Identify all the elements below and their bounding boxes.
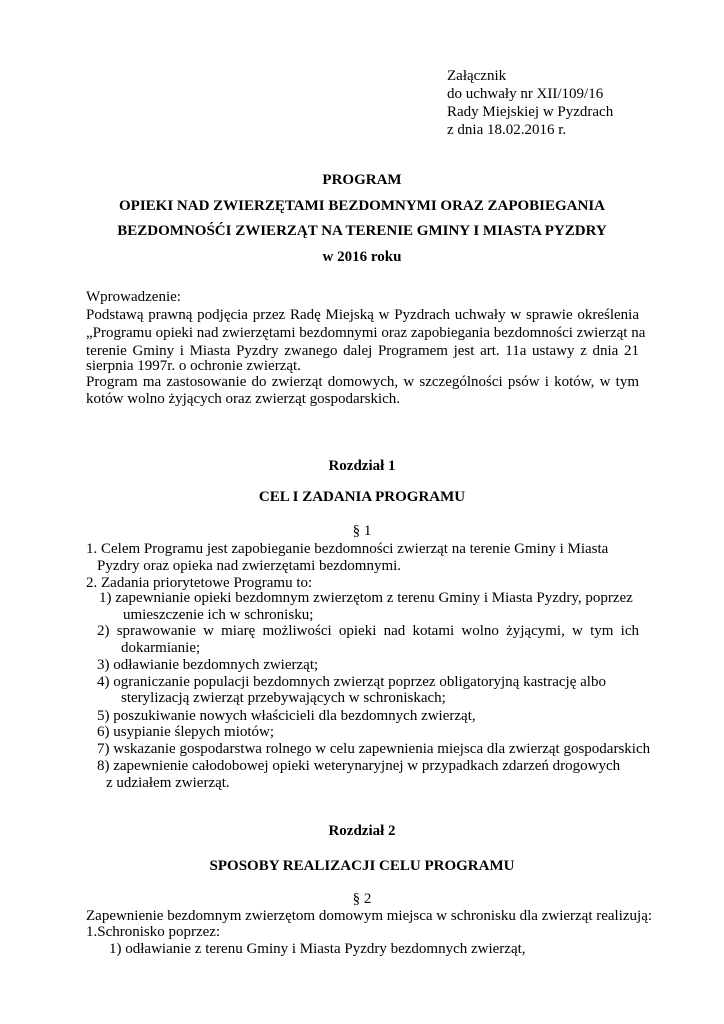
intro-paragraph-2-line-2: kotów wolno żyjących oraz zwierząt gospodarskich. (86, 391, 401, 407)
chapter-1-label: Rozdział 1 (328, 458, 396, 474)
task-4-line-1: 4) ograniczanie populacji bezdomnych zwierząt poprzez obligatoryjną kastrację albo (97, 674, 606, 690)
task-7: 7) wskazanie gospodarstwa rolnego w celu zapewnienia miejsca dla zwierząt gospodarskich (97, 741, 651, 757)
chapter-2-paragraph-1: Zapewnienie bezdomnym zwierzętom domowym miejsca w schronisku dla zwierząt realizują: (86, 908, 653, 924)
document-subtitle-line-1: OPIEKI NAD ZWIERZĘTAMI BEZDOMNYMI ORAZ ZAPOBIEGANIA (118, 198, 606, 214)
document-title: PROGRAM (322, 172, 402, 188)
attachment-line-4: z dnia 18.02.2016 r. (447, 122, 567, 138)
task-6: 6) usypianie ślepych miotów; (97, 724, 275, 740)
intro-paragraph-1-line-2: „Programu opieki nad zwierzętami bezdomnymi oraz zapobiegania bezdomności zwierząt na (86, 325, 646, 341)
intro-paragraph-2-line-1: Program ma zastosowanie do zwierząt domowych, w szczególności psów i kotów, w tym (86, 374, 639, 390)
method-item-1: 1) odławianie z terenu Gminy i Miasta Pyzdry bezdomnych zwierząt, (109, 941, 526, 957)
goal-item-1-line-1: 1. Celem Programu jest zapobieganie bezdomności zwierząt na terenie Gminy i Miasta (86, 541, 609, 557)
chapter-2-label: Rozdział 2 (328, 823, 396, 839)
goal-item-1-line-2: Pyzdry oraz opieka nad zwierzętami bezdomnymi. (97, 558, 402, 574)
task-2-line-2: dokarmianie; (121, 640, 201, 656)
attachment-line-1: Załącznik (447, 68, 507, 84)
task-5: 5) poszukiwanie nowych właścicieli dla bezdomnych zwierząt, (97, 708, 476, 724)
intro-heading: Wprowadzenie: (86, 289, 181, 305)
chapter-2-title: SPOSOBY REALIZACJI CELU PROGRAMU (209, 858, 515, 874)
task-1-line-2: umieszczenie ich w schronisku; (123, 607, 314, 623)
attachment-line-2: do uchwały nr XII/109/16 (447, 86, 604, 102)
document-year: w 2016 roku (322, 249, 402, 265)
task-8-line-2: z udziałem zwierząt. (106, 775, 230, 791)
task-8-line-1: 8) zapewnienie całodobowej opieki weterynaryjnej w przypadkach zdarzeń drogowych (97, 758, 621, 774)
intro-paragraph-1-line-3: terenie Gminy i Miasta Pyzdry zwanego dalej Programem jest art. 11a ustawy z dnia 21 (86, 343, 639, 359)
task-3: 3) odławianie bezdomnych zwierząt; (97, 657, 319, 673)
intro-paragraph-1-line-1: Podstawą prawną podjęcia przez Radę Miejską w Pyzdrach uchwały w sprawie określenia (86, 307, 639, 323)
goal-item-2: 2. Zadania priorytetowe Programu to: (86, 575, 313, 591)
intro-paragraph-1-line-4: sierpnia 1997r. o ochronie zwierząt. (86, 358, 301, 374)
chapter-1-section-1: § 1 (352, 523, 372, 539)
chapter-2-section-2: § 2 (352, 891, 372, 907)
document-subtitle-line-2: BEZDOMNOŚĆI ZWIERZĄT NA TERENIE GMINY I MIASTA PYZDRY (117, 223, 607, 239)
chapter-1-title: CEL I ZADANIA PROGRAMU (258, 489, 466, 505)
attachment-line-3: Rady Miejskiej w Pyzdrach (447, 104, 614, 120)
task-1-line-1: 1) zapewnianie opieki bezdomnym zwierzętom z terenu Gminy i Miasta Pyzdry, poprzez (99, 590, 633, 606)
chapter-2-paragraph-2: 1.Schronisko poprzez: (86, 924, 221, 940)
task-4-line-2: sterylizacją zwierząt przebywających w schroniskach; (121, 690, 446, 706)
task-2-line-1: 2) sprawowanie w miarę możliwości opieki nad kotami wolno żyjącymi, w tym ich (97, 623, 639, 639)
